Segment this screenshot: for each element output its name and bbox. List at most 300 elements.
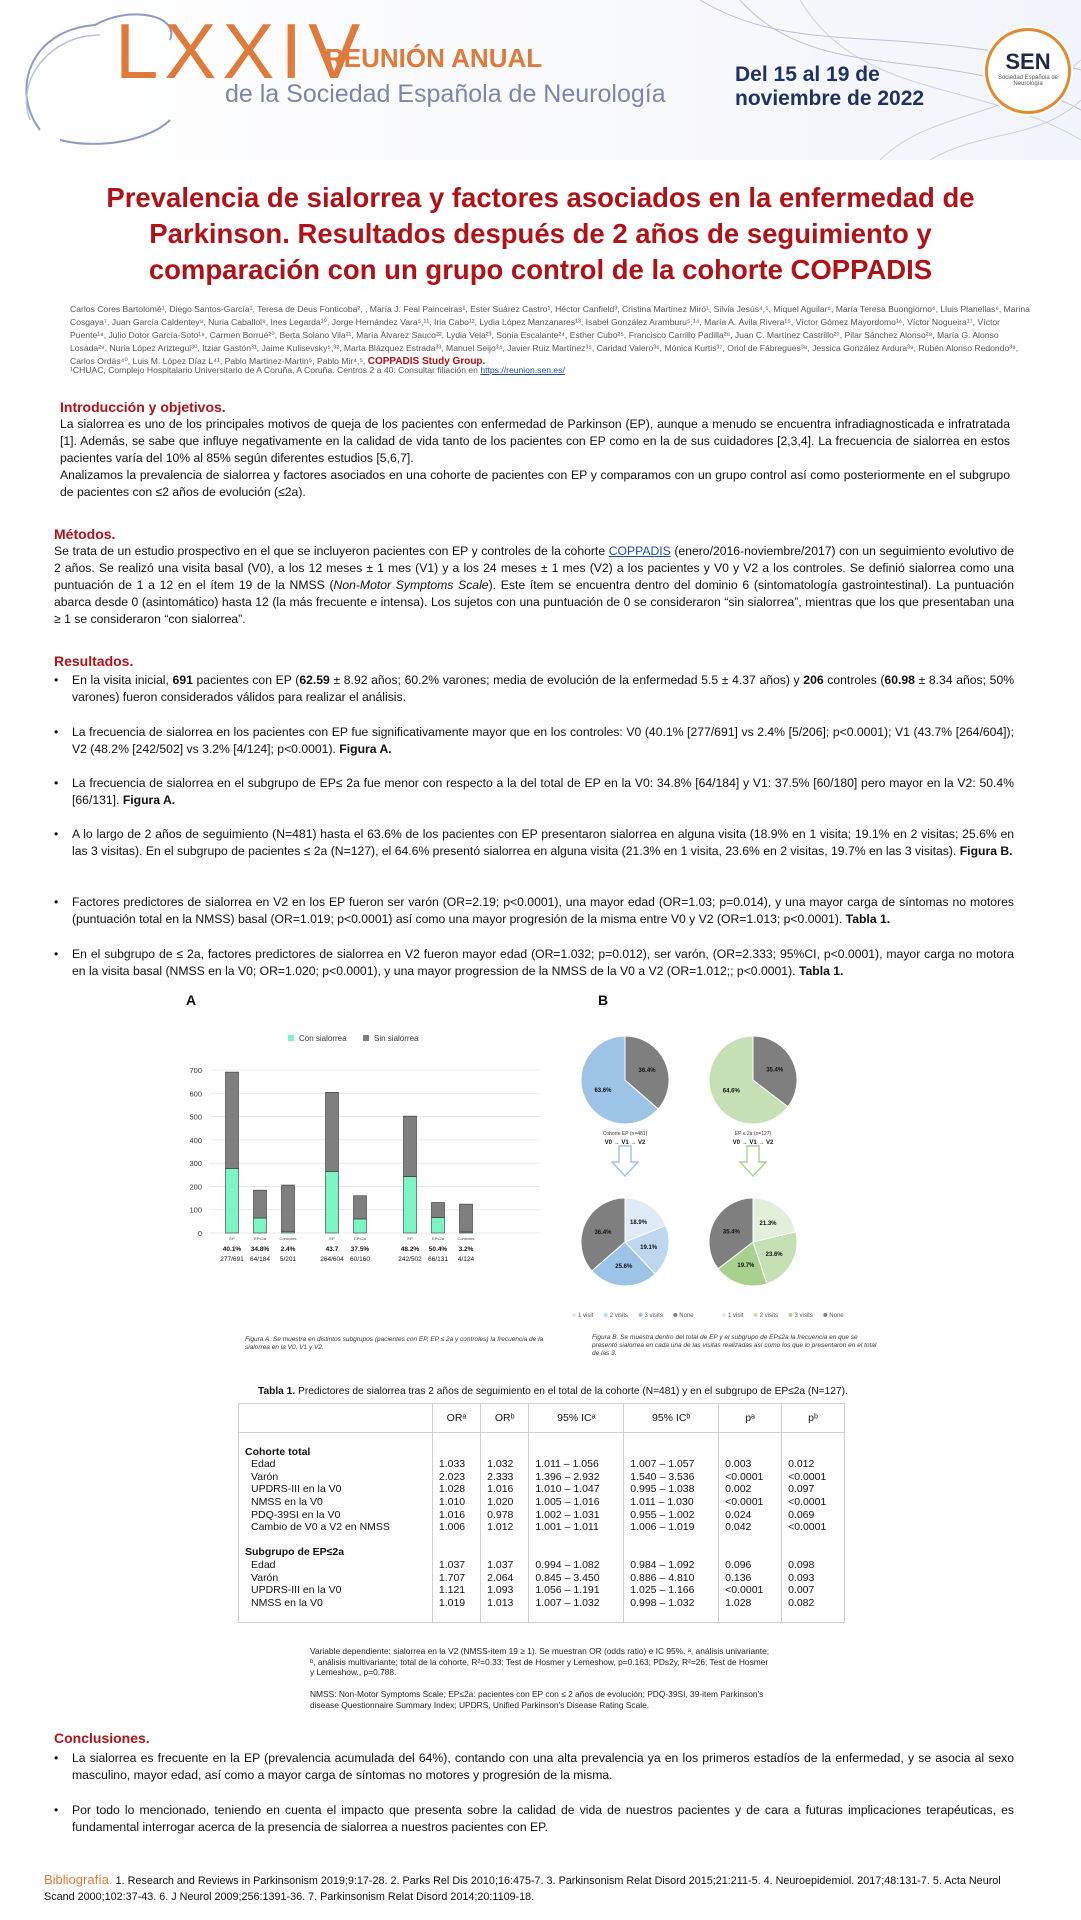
bar-sin-sialorrea xyxy=(432,1202,445,1217)
table-header-cell: 95% ICᵃ xyxy=(529,1404,624,1433)
result-number: 206 xyxy=(803,673,824,687)
table-cell xyxy=(432,1433,480,1446)
bar-fraction-label: 242/502 xyxy=(398,1256,422,1263)
table-row xyxy=(239,1584,844,1597)
table-cell: 1.037 xyxy=(481,1559,529,1572)
pie-legend-label: 1 visit xyxy=(578,1313,594,1319)
bar-con-sialorrea xyxy=(254,1218,267,1233)
result-bullet-2 xyxy=(54,724,1014,758)
results-heading: Resultados. xyxy=(54,653,134,669)
table-cell: 0.012 xyxy=(788,1458,815,1471)
bar-fraction-label: 5/201 xyxy=(279,1256,297,1263)
table-cell xyxy=(782,1609,844,1622)
table-reference: Tabla 1. xyxy=(845,912,891,926)
conclusions-heading: Conclusiones. xyxy=(54,1730,150,1746)
result-text-part: En la visita inicial, xyxy=(72,673,169,687)
table-cell xyxy=(624,1433,719,1446)
table-cell: <0.0001 xyxy=(788,1470,827,1483)
bullet-dot: • xyxy=(54,895,59,909)
table-cell: <0.0001 xyxy=(719,1471,782,1484)
result-bullet-4 xyxy=(54,826,1014,860)
table-spacer-row xyxy=(239,1609,844,1622)
table-cell xyxy=(239,1534,432,1547)
result-number: 62.59 xyxy=(299,673,330,687)
result-text-part: ± 8.34 años; 50% varones) fueron considerados válidos para realizar el análisis. xyxy=(72,673,1015,704)
table-header-cell: pᵇ xyxy=(782,1404,844,1433)
table-cell: 1.010 xyxy=(432,1496,480,1509)
bibliography xyxy=(44,1872,1034,1905)
table-cell: 0.136 xyxy=(719,1572,782,1585)
table-cell: 1.396 – 2.932 xyxy=(529,1471,624,1484)
table-cell xyxy=(782,1546,844,1559)
figure-b-label: B xyxy=(598,992,609,1008)
table-cell: 0.096 xyxy=(719,1559,782,1572)
table-cell: 1.028 xyxy=(719,1597,782,1610)
bar-sin-sialorrea xyxy=(254,1190,267,1218)
table-cell: <0.0001 xyxy=(788,1495,827,1508)
intro-paragraph-1: La sialorrea es uno de los principales motivos de queja de los pacientes con enfermedad de Parkinson (EP), aunque a menudo se encuentra infradiagnosticada e infratratada [1]. Además, se sabe que influye negativamente en la calidad de vida tanto de los pacientes con EP como en la de sus cuidadores [2,3,4]. La frecuencia de sialorrea en estos pacientes varía del 10% al 85% según diferentes estudios [5,6,7]. xyxy=(60,417,1010,465)
table-cell: 0.845 – 3.450 xyxy=(529,1572,624,1585)
figure-reference: Figura B. xyxy=(959,844,1013,858)
sen-logo xyxy=(985,28,1071,114)
table-row xyxy=(239,1521,844,1534)
table-cell: 1.011 – 1.056 xyxy=(529,1458,624,1471)
y-tick-label: 200 xyxy=(189,1182,202,1192)
predictors-table xyxy=(238,1403,845,1623)
dates-line-2: noviembre de 2022 xyxy=(735,87,925,111)
x-category-label: EP xyxy=(229,1236,235,1241)
table-cell: <0.0001 xyxy=(788,1521,827,1534)
result-text-part: La frecuencia de sialorrea en el subgrupo de EP≤ 2a fue menor con respecto a la del total de EP en la V0: 34.8% [64/184] y V1: 37.5% [60/180] pero mayor en la V2: 50.4% [66/131]. xyxy=(72,776,1014,807)
table-cell: Edad xyxy=(239,1458,432,1471)
table-cell xyxy=(719,1446,782,1459)
table-row xyxy=(239,1458,844,1471)
table-cell: NMSS en la V0 xyxy=(239,1496,432,1509)
table-cell: 0.003 xyxy=(719,1458,782,1471)
result-bullet-5 xyxy=(54,894,1014,928)
dates-line-1: Del 15 al 19 de xyxy=(735,63,880,86)
header-banner xyxy=(0,0,1081,160)
bar-con-sialorrea xyxy=(226,1168,239,1233)
intro-paragraph-2: Analizamos la prevalencia de sialorrea y factores asociados en una cohorte de pacientes con EP y comparamos con un grupo control así como posteriormente en el subgrupo de pacientes con ≤2 años de evolución (≤2a). xyxy=(60,468,1010,499)
bar-sin-sialorrea xyxy=(460,1204,473,1232)
result-text-part: A lo largo de 2 años de seguimiento (N=481) hasta el 63.6% de los pacientes con EP presentaron sialorrea en alguna visita (18.9% en 1 visita; 19.1% en 2 visitas; 25.6% en las 3 visitas). En el subgrupo de pacientes ≤ 2a (N=127), el 64.6% presentó sialorrea en alguna visita (21.3% en 1 visita, 23.6% en 2 visitas, 19.7% en las 3 visitas). xyxy=(72,827,1014,858)
table-cell: 1.707 xyxy=(432,1572,480,1585)
bar-percent-label: 34.8% xyxy=(250,1246,270,1253)
methods-italic: Non-Motor Symptoms Scale xyxy=(333,578,489,592)
table-cell: 1.019 xyxy=(432,1597,480,1610)
bar-sin-sialorrea xyxy=(226,1072,239,1168)
x-category-label: Controles xyxy=(457,1236,475,1241)
bar-sin-sialorrea xyxy=(282,1185,295,1232)
pie-slice-label: 19.1% xyxy=(640,1245,658,1252)
table-cell: 1.016 xyxy=(481,1483,529,1496)
down-arrow-icon xyxy=(612,1146,638,1176)
table-cell: 1.005 – 1.016 xyxy=(529,1496,624,1509)
pie-slice-label: 18.9% xyxy=(630,1219,648,1226)
sen-logo-subtext: Sociedad Española de Neurología xyxy=(997,75,1059,87)
result-text-part: La frecuencia de sialorrea en los pacientes con EP fue significativamente mayor que en los controles: V0 (40.1% [277/691] vs 2.4% [5/206]; p<0.0001); V1 (43.7% [264/604]); V2 (48.2% [242/502] vs 3.2% [4/124]; p<0.0001). xyxy=(72,725,1014,756)
bar-sin-sialorrea xyxy=(354,1196,367,1219)
x-category-label: EP≤2a xyxy=(432,1236,444,1241)
table-cell xyxy=(481,1546,529,1559)
y-tick-label: 400 xyxy=(189,1135,202,1145)
table-cell xyxy=(624,1534,719,1547)
table-cell: 0.093 xyxy=(788,1571,815,1584)
pie-title: Cohorte EP (n=481) xyxy=(602,1131,648,1137)
table-cell: 0.994 – 1.082 xyxy=(529,1559,624,1572)
table-cell xyxy=(432,1546,480,1559)
table-cell: 0.007 xyxy=(788,1584,815,1597)
table-cell: 1.028 xyxy=(432,1483,480,1496)
table-cell: PDQ-39SI en la V0 xyxy=(239,1509,432,1522)
methods-text-a: Se trata de un estudio prospectivo en el que se incluyeron pacientes con EP y controles de la cohorte xyxy=(54,544,606,558)
table-note-2: NMSS: Non-Motor Symptoms Scale; EP≤2a: pacientes con EP con ≤ 2 años de evolución; PDQ-39SI, 39-item Parkinson's disease Questionnaire Summary Index; UPDRS, Unified Parkinson's Disease Rating Scale. xyxy=(310,1689,764,1710)
table-cell: 0.082 xyxy=(788,1596,815,1609)
table-row xyxy=(239,1597,844,1610)
congress-name: REUNIÓN ANUAL xyxy=(325,43,543,73)
figure-b-pie-charts xyxy=(570,1010,860,1330)
bar-fraction-label: 4/124 xyxy=(457,1256,475,1263)
result-bullet-6 xyxy=(54,946,1014,980)
pie-slice-label: 19.7% xyxy=(737,1263,755,1270)
pie-legend-swatch xyxy=(789,1313,793,1317)
x-category-label: EP xyxy=(329,1236,335,1241)
pie-legend-label: 2 visits xyxy=(759,1313,779,1319)
y-tick-label: 700 xyxy=(189,1066,202,1075)
table-caption xyxy=(258,1386,848,1397)
bullet-dot: • xyxy=(54,947,59,961)
bar-sin-sialorrea xyxy=(326,1092,339,1171)
table-cell: 1.012 xyxy=(481,1521,529,1534)
result-bullet-1 xyxy=(54,672,1014,706)
table-cell xyxy=(782,1433,844,1446)
table-spacer-row xyxy=(239,1433,844,1446)
table-cell: <0.0001 xyxy=(719,1496,782,1509)
result-text-part: Factores predictores de sialorrea en V2 en los EP fueron ser varón (OR=2.19; p<0.0001), una mayor edad (OR=1.03; p=0.014), y una mayor carga de síntomas no motores (puntuación total en la NMSS) basal (OR=1.019; p<0.0001) así como una mayor progresión de la misma entre V0 y V2 (OR=1.013; p<0.0001). xyxy=(72,895,1014,926)
table-header-cell: ORᵃ xyxy=(432,1404,480,1433)
pie-legend-swatch xyxy=(754,1313,758,1317)
x-category-label: EP≤2a xyxy=(254,1236,266,1241)
table-group-row xyxy=(239,1446,844,1459)
pie-legend-label: 2 visits xyxy=(609,1313,629,1319)
bar-con-sialorrea xyxy=(354,1219,367,1233)
table-cell xyxy=(481,1446,529,1459)
result-text xyxy=(72,724,1014,758)
table-cell: 0.024 xyxy=(719,1509,782,1522)
legend-swatch-sin xyxy=(363,1035,369,1041)
pie-subtitle: V0 → V1 → V2 xyxy=(732,1140,774,1146)
table-cell: Varón xyxy=(239,1572,432,1585)
pie-title: EP ≤ 2a (n=127) xyxy=(734,1131,772,1137)
table-cell xyxy=(719,1534,782,1547)
table-row xyxy=(239,1559,844,1572)
table-cell: 1.006 – 1.019 xyxy=(624,1521,719,1534)
table-cell xyxy=(719,1433,782,1446)
bullet-dot: • xyxy=(54,725,59,739)
author-names: Carlos Cores Bartolomé¹, Diego Santos-García¹, Teresa de Deus Fonticoba², , María J. Feal Painceiras¹, Ester Suárez Castro¹, Héctor Canfield³, Cristina Martínez Miró¹, Silvia Jesús⁴,⁵, Miquel Aguilar⁶, María Teresa Buongiorno⁶, Lluis Planellas⁶, Marina Cosgaya⁷, Juan García Caldentey⁸, Nuria Caballol⁹, Ines Legarda¹⁰, Jorge Hernández Vara⁵,¹¹, Iria Cabo¹², Lydia López Manzanares¹³, Isabel González Aramburu⁵,¹⁴, María A. Ávila Rivera¹⁵, Víctor Gómez Mayordomo¹⁶, Víctor Nogueira¹⁷, Víctor Puente¹⁸, Julio Dotor García-Soto¹⁹, Carmen Borrué²⁰, Berta Solano Vila²¹, María Álvarez Sauco²², Lydia Vela²³, Sonia Escalante²⁴, Esther Cubo²⁵, Francisco Carrillo Padilla²⁶, Juan C. Martínez Castrillo²⁷, Pilar Sánchez Alonso²⁸, María G. Alonso Losada²⁹, Nuria López Ariztegui³⁰, Itziar Gastón³¹, Jaime Kulisevsky⁵,³², Marta Blázquez Estrada³³, Manuel Seijo³⁴, Javier Ruiz Martínez³⁵, Caridad Valero³⁶, Mónica Kurtis³⁷, Oriol de Fábregues³⁸, Jessica González Ardura³⁹, Rubén Alonso Redondo³⁹, Carlos Ordás⁴⁰, Luis M. López Díaz L⁴¹, Pablo Martinez-Martin⁵, Pablo Mir⁴,⁵, xyxy=(70,304,1030,366)
table-cell: 0.978 xyxy=(481,1509,529,1522)
table-cell: 1.032 xyxy=(481,1458,529,1471)
down-arrow-icon xyxy=(740,1146,766,1176)
bullet-dot: • xyxy=(54,673,59,687)
figure-reference: Figura A. xyxy=(339,742,392,756)
result-text-part: controles ( xyxy=(827,673,885,687)
pie-legend-label: None xyxy=(829,1313,844,1319)
pie-legend-swatch xyxy=(572,1313,576,1317)
pie-slice-label: 36.4% xyxy=(638,1067,656,1074)
pie-slice-label: 36.4% xyxy=(594,1229,612,1236)
table-cell xyxy=(529,1433,624,1446)
table-cell: 1.037 xyxy=(432,1559,480,1572)
table-cell: 2.064 xyxy=(481,1572,529,1585)
table-cell xyxy=(719,1609,782,1622)
y-tick-label: 100 xyxy=(189,1205,202,1215)
table-row xyxy=(239,1496,844,1509)
legend-label-sin: Sin sialorrea xyxy=(374,1034,419,1043)
bar-percent-label: 2.4% xyxy=(280,1246,296,1253)
pie-legend-swatch xyxy=(722,1313,726,1317)
table-cell: 0.955 – 1.002 xyxy=(624,1509,719,1522)
table-cell: NMSS en la V0 xyxy=(239,1597,432,1610)
result-text-part: ± 8.92 años; 60.2% varones; media de evolución de la enfermedad 5.5 ± 4.37 años) y xyxy=(333,673,800,687)
table-cell: 0.998 – 1.032 xyxy=(624,1597,719,1610)
bar-fraction-label: 66/131 xyxy=(428,1256,448,1263)
pie-slice-label: 23.6% xyxy=(765,1251,783,1258)
sen-logo-text: SEN xyxy=(1005,49,1051,74)
table-reference: Tabla 1. xyxy=(798,964,844,978)
conclusion-text: Por todo lo mencionado, teniendo en cuenta el impacto que presenta sobre la calidad de vida de nuestros pacientes y de cara a futuras implicaciones terapéuticas, es fundamental interrogar acerca de la presencia de sialorrea a nuestros pacientes con EP. xyxy=(72,1803,1014,1834)
bar-con-sialorrea xyxy=(404,1177,417,1233)
bar-percent-label: 40.1% xyxy=(222,1246,242,1253)
table-row xyxy=(239,1483,844,1496)
table-cell: 1.010 – 1.047 xyxy=(529,1483,624,1496)
pie-slice-label: 35.4% xyxy=(722,1229,740,1236)
bar-con-sialorrea xyxy=(326,1172,339,1233)
table-cell: <0.0001 xyxy=(719,1584,782,1597)
table-cell: 1.001 – 1.011 xyxy=(529,1521,624,1534)
bar-fraction-label: 277/691 xyxy=(220,1256,244,1263)
bullet-dot: • xyxy=(54,776,59,790)
table-cell: 1.002 – 1.031 xyxy=(529,1509,624,1522)
study-group: COPPADIS Study Group. xyxy=(367,356,486,367)
table-cell: 1.121 xyxy=(432,1584,480,1597)
figure-a-legend xyxy=(288,1034,419,1043)
table-cell xyxy=(481,1609,529,1622)
table-header-row xyxy=(239,1404,844,1433)
bar-percent-label: 37.5% xyxy=(350,1246,370,1253)
pie-slice-label: 21.3% xyxy=(759,1221,777,1228)
y-tick-label: 600 xyxy=(189,1089,202,1099)
bar-percent-label: 43.7 xyxy=(325,1246,339,1253)
pie-legend-label: 1 visit xyxy=(728,1313,744,1319)
table-cell: 0.995 – 1.038 xyxy=(624,1483,719,1496)
result-number: 60.98 xyxy=(884,673,915,687)
figure-a-bar-chart xyxy=(170,1015,550,1315)
bibliography-text: 1. Research and Reviews in Parkinsonism 2019;9:17-28. 2. Parks Rel Dis 2010;16:475-7. 3. Parkinsonism Relat Disord 2015;21:211-5. 4. Neuroepidemiol. 2017;48:131-7. 5. Acta Neurol Scand 2000;102:37-43. 6. J Neurol 2009;256:1391-36. 7. Parkinsonism Relat Disord 2014;20:1109-18. xyxy=(44,1875,1001,1903)
table-header-cell xyxy=(239,1404,432,1433)
pie-slice-label: 64.6% xyxy=(722,1088,740,1095)
table-cell: 0.042 xyxy=(719,1521,782,1534)
table-cell: 2.023 xyxy=(432,1471,480,1484)
figure-a-caption: Figura A. Se muestra en distintos subgrupos (pacientes con EP, EP ≤ 2a y controles) la frecuencia de la sialorrea en la V0, V1 y V2. xyxy=(245,1336,544,1351)
table-cell: 0.886 – 4.810 xyxy=(624,1572,719,1585)
table-row xyxy=(239,1509,844,1522)
table-cell: Edad xyxy=(239,1559,432,1572)
figure-reference: Figura A. xyxy=(122,793,176,807)
congress-number: LXXIV xyxy=(115,7,367,95)
table-header-cell: ORᵇ xyxy=(481,1404,529,1433)
pie-legend-label: 3 visits xyxy=(794,1313,813,1319)
table-cell xyxy=(529,1546,624,1559)
table-header-cell: pᵃ xyxy=(719,1404,782,1433)
bar-con-sialorrea xyxy=(432,1218,445,1233)
table-cell xyxy=(529,1534,624,1547)
poster-title: Prevalencia de sialorrea y factores asociados en la enfermedad de Parkinson. Resultados después de 2 años de seguimiento y comparación con un grupo control de la cohorte COPPADIS xyxy=(106,182,975,285)
bar-fraction-label: 64/184 xyxy=(250,1256,270,1263)
table-caption-text: Predictores de sialorrea tras 2 años de seguimiento en el total de la cohorte (N=481) y en el subgrupo de EP≤2a (N=127). xyxy=(298,1386,848,1397)
congress-dates xyxy=(735,63,925,111)
bar-con-sialorrea xyxy=(282,1232,295,1233)
coppadis-link[interactable]: COPPADIS xyxy=(608,544,671,558)
bar-fraction-label: 60/160 xyxy=(350,1256,370,1263)
table-group-row xyxy=(239,1546,844,1559)
table-cell: 1.006 xyxy=(432,1521,480,1534)
conclusion-bullet-1 xyxy=(54,1750,1014,1784)
conclusion-bullet-2 xyxy=(54,1802,1014,1836)
pie-legend-swatch xyxy=(639,1313,643,1317)
result-number: 691 xyxy=(172,673,193,687)
table-cell: 0.984 – 1.092 xyxy=(624,1559,719,1572)
table-cell xyxy=(481,1534,529,1547)
pie-slice-label: 35.4% xyxy=(766,1067,784,1074)
figure-a-label: A xyxy=(186,992,197,1008)
table-cell: 1.013 xyxy=(481,1597,529,1610)
table-cell xyxy=(432,1446,480,1459)
result-text xyxy=(72,826,1014,860)
table-body xyxy=(239,1433,844,1622)
result-text xyxy=(72,946,1014,980)
table-cell xyxy=(719,1546,782,1559)
x-category-label: EP xyxy=(407,1236,413,1241)
affiliation-text: ¹CHUAC, Complejo Hospitalario Universitario de A Coruña, A Coruña. Centros 2 a 40: Consultar filiación en xyxy=(70,365,478,375)
pie-slice-label: 63.6% xyxy=(594,1088,612,1095)
pie-slice-label: 25.6% xyxy=(615,1264,633,1271)
table-cell: 0.002 xyxy=(719,1483,782,1496)
result-text xyxy=(72,894,1014,928)
table-cell: 0.069 xyxy=(788,1508,815,1521)
bar-con-sialorrea xyxy=(460,1232,473,1233)
table-cell: 1.007 – 1.057 xyxy=(624,1458,719,1471)
bar-percent-label: 48.2% xyxy=(400,1246,420,1253)
table-cell: UPDRS-III en la V0 xyxy=(239,1584,432,1597)
affiliation-link[interactable]: https://reunion.sen.es/ xyxy=(480,365,565,375)
pie-subtitle: V0 → V1 → V2 xyxy=(604,1140,646,1146)
table-cell xyxy=(529,1446,624,1459)
author-list xyxy=(70,303,1030,368)
figure-b-caption: Figura B. Se muestra dentro del total de EP y el subgrupo de EP≤2a la frecuencia en que se presentó sialorrea en cada una de las visitas realizadas así como los que lo presentaron en el total de las 3. xyxy=(592,1334,877,1357)
table-cell: 1.011 – 1.030 xyxy=(624,1496,719,1509)
pie-legend-swatch xyxy=(604,1313,608,1317)
table-cell: 1.020 xyxy=(481,1496,529,1509)
bullet-dot: • xyxy=(54,827,59,841)
methods-text-c: ). Este ítem se encuentra dentro del dominio 6 (sintomatología gastrointestinal). La puntuación abarca desde 0 (asintomático) hasta 12 (la más frecuente e intensa). Los sujetos con una puntuación de 0 se consideraron “sin sialorrea”, mientras que los que presentaban una ≥ 1 se consideraron “con sialorrea”. xyxy=(54,578,1014,626)
bibliography-label: Bibliografía. xyxy=(44,1872,113,1887)
pie-legend-label: None xyxy=(679,1313,694,1319)
x-category-label: Controles xyxy=(279,1236,297,1241)
result-text xyxy=(72,775,1014,809)
predictors-table-grid xyxy=(239,1404,844,1622)
table-cell: 0.097 xyxy=(788,1483,815,1496)
table-cell: Varón xyxy=(239,1471,432,1484)
table-cell: 1.093 xyxy=(481,1584,529,1597)
table-cell: Cambio de V0 a V2 en NMSS xyxy=(239,1521,432,1534)
table-row xyxy=(239,1572,844,1585)
table-cell: 0.098 xyxy=(788,1558,815,1571)
result-text-part: pacientes con EP ( xyxy=(196,673,300,687)
table-cell: UPDRS-III en la V0 xyxy=(239,1483,432,1496)
table-row xyxy=(239,1471,844,1484)
bar-percent-label: 3.2% xyxy=(458,1246,474,1253)
table-cell xyxy=(432,1534,480,1547)
pie-legend-label: 3 visits xyxy=(644,1313,663,1319)
y-tick-label: 0 xyxy=(197,1229,202,1238)
methods-text-b: (enero/2016-noviembre/2017) con un seguimiento evolutivo de 2 años. Se realizó una visita basal (V0), a los 12 meses ± 1 mes (V1) y a los 24 meses ± 1 mes (V2) a los pacientes y V0 y V2 a los controles. Se definió sialorrea como una puntuación de 1 a 12 en el ítem 19 de la NMSS ( xyxy=(54,544,1015,592)
bar-sin-sialorrea xyxy=(404,1116,417,1177)
table-caption-label: Tabla 1. xyxy=(258,1386,296,1397)
table-cell xyxy=(782,1534,844,1547)
table-note-1: Variable dependiente: sialorrea en la V2 (NMSS-item 19 ≥ 1). Se muestran OR (odds ratio) e IC 95%. ᵃ, análisis univariante; ᵇ, análisis multivariante; total de la cohorte, R²=0.33; Test de Hosmer y Lemeshow, p=0.163; PDs2y, R²=26; Test de Hosmer y Lemeshow., p=0.788. xyxy=(310,1646,770,1678)
table-cell: Cohorte total xyxy=(239,1446,432,1459)
result-text xyxy=(72,672,1014,706)
bullet-dot: • xyxy=(54,1751,59,1765)
table-spacer-row xyxy=(239,1534,844,1547)
y-tick-label: 500 xyxy=(189,1112,202,1122)
table-cell: 1.025 – 1.166 xyxy=(624,1584,719,1597)
affiliation xyxy=(70,365,1030,375)
table-cell xyxy=(624,1446,719,1459)
table-cell: 1.033 xyxy=(432,1458,480,1471)
bar-fraction-label: 264/604 xyxy=(320,1256,344,1263)
intro-heading: Introducción y objetivos. xyxy=(60,399,226,415)
legend-label-con: Con sialorrea xyxy=(299,1034,347,1043)
table-cell: 1.056 – 1.191 xyxy=(529,1584,624,1597)
methods-body xyxy=(54,543,1014,628)
table-cell xyxy=(239,1609,432,1622)
y-tick-label: 300 xyxy=(189,1159,202,1169)
bullet-dot: • xyxy=(54,1803,59,1817)
table-cell xyxy=(624,1609,719,1622)
table-cell xyxy=(624,1546,719,1559)
table-cell xyxy=(432,1609,480,1622)
table-cell xyxy=(782,1446,844,1459)
pie-legend-swatch xyxy=(673,1313,677,1317)
pie-legend-swatch xyxy=(823,1313,827,1317)
conclusion-text: La sialorrea es frecuente en la EP (prevalencia acumulada del 64%), contando con una alta prevalencia ya en los primeros estadíos de la enfermedad, y se asocia al sexo masculino, mayor edad, así como a mayor carga de síntomas no motores y progresión de la misma. xyxy=(72,1751,1014,1782)
table-cell: 1.540 – 3.536 xyxy=(624,1471,719,1484)
bar-percent-label: 50.4% xyxy=(428,1246,448,1253)
congress-organization: de la Sociedad Española de Neurología xyxy=(225,80,666,108)
table-cell: Subgrupo de EP≤2a xyxy=(239,1546,432,1559)
table-cell: 2.333 xyxy=(481,1471,529,1484)
result-bullet-3 xyxy=(54,775,1014,809)
intro-body xyxy=(60,416,1010,501)
table-cell: 1.007 – 1.032 xyxy=(529,1597,624,1610)
table-cell: 1.016 xyxy=(432,1509,480,1522)
legend-swatch-con xyxy=(288,1035,294,1041)
result-text-part: En el subgrupo de ≤ 2a, factores predictores de sialorrea en V2 fueron mayor edad (OR=1.032; p=0.012), ser varón, (OR=2.333; 95%CI, p<0.0001), mayor carga no motora en la visita basal (NMSS en la V0; OR=1.020; p<0.0001), y una mayor progression de la NMSS de la V0 a V2 (OR=1.012;; p<0.0001). xyxy=(72,947,1014,978)
table-cell xyxy=(481,1433,529,1446)
